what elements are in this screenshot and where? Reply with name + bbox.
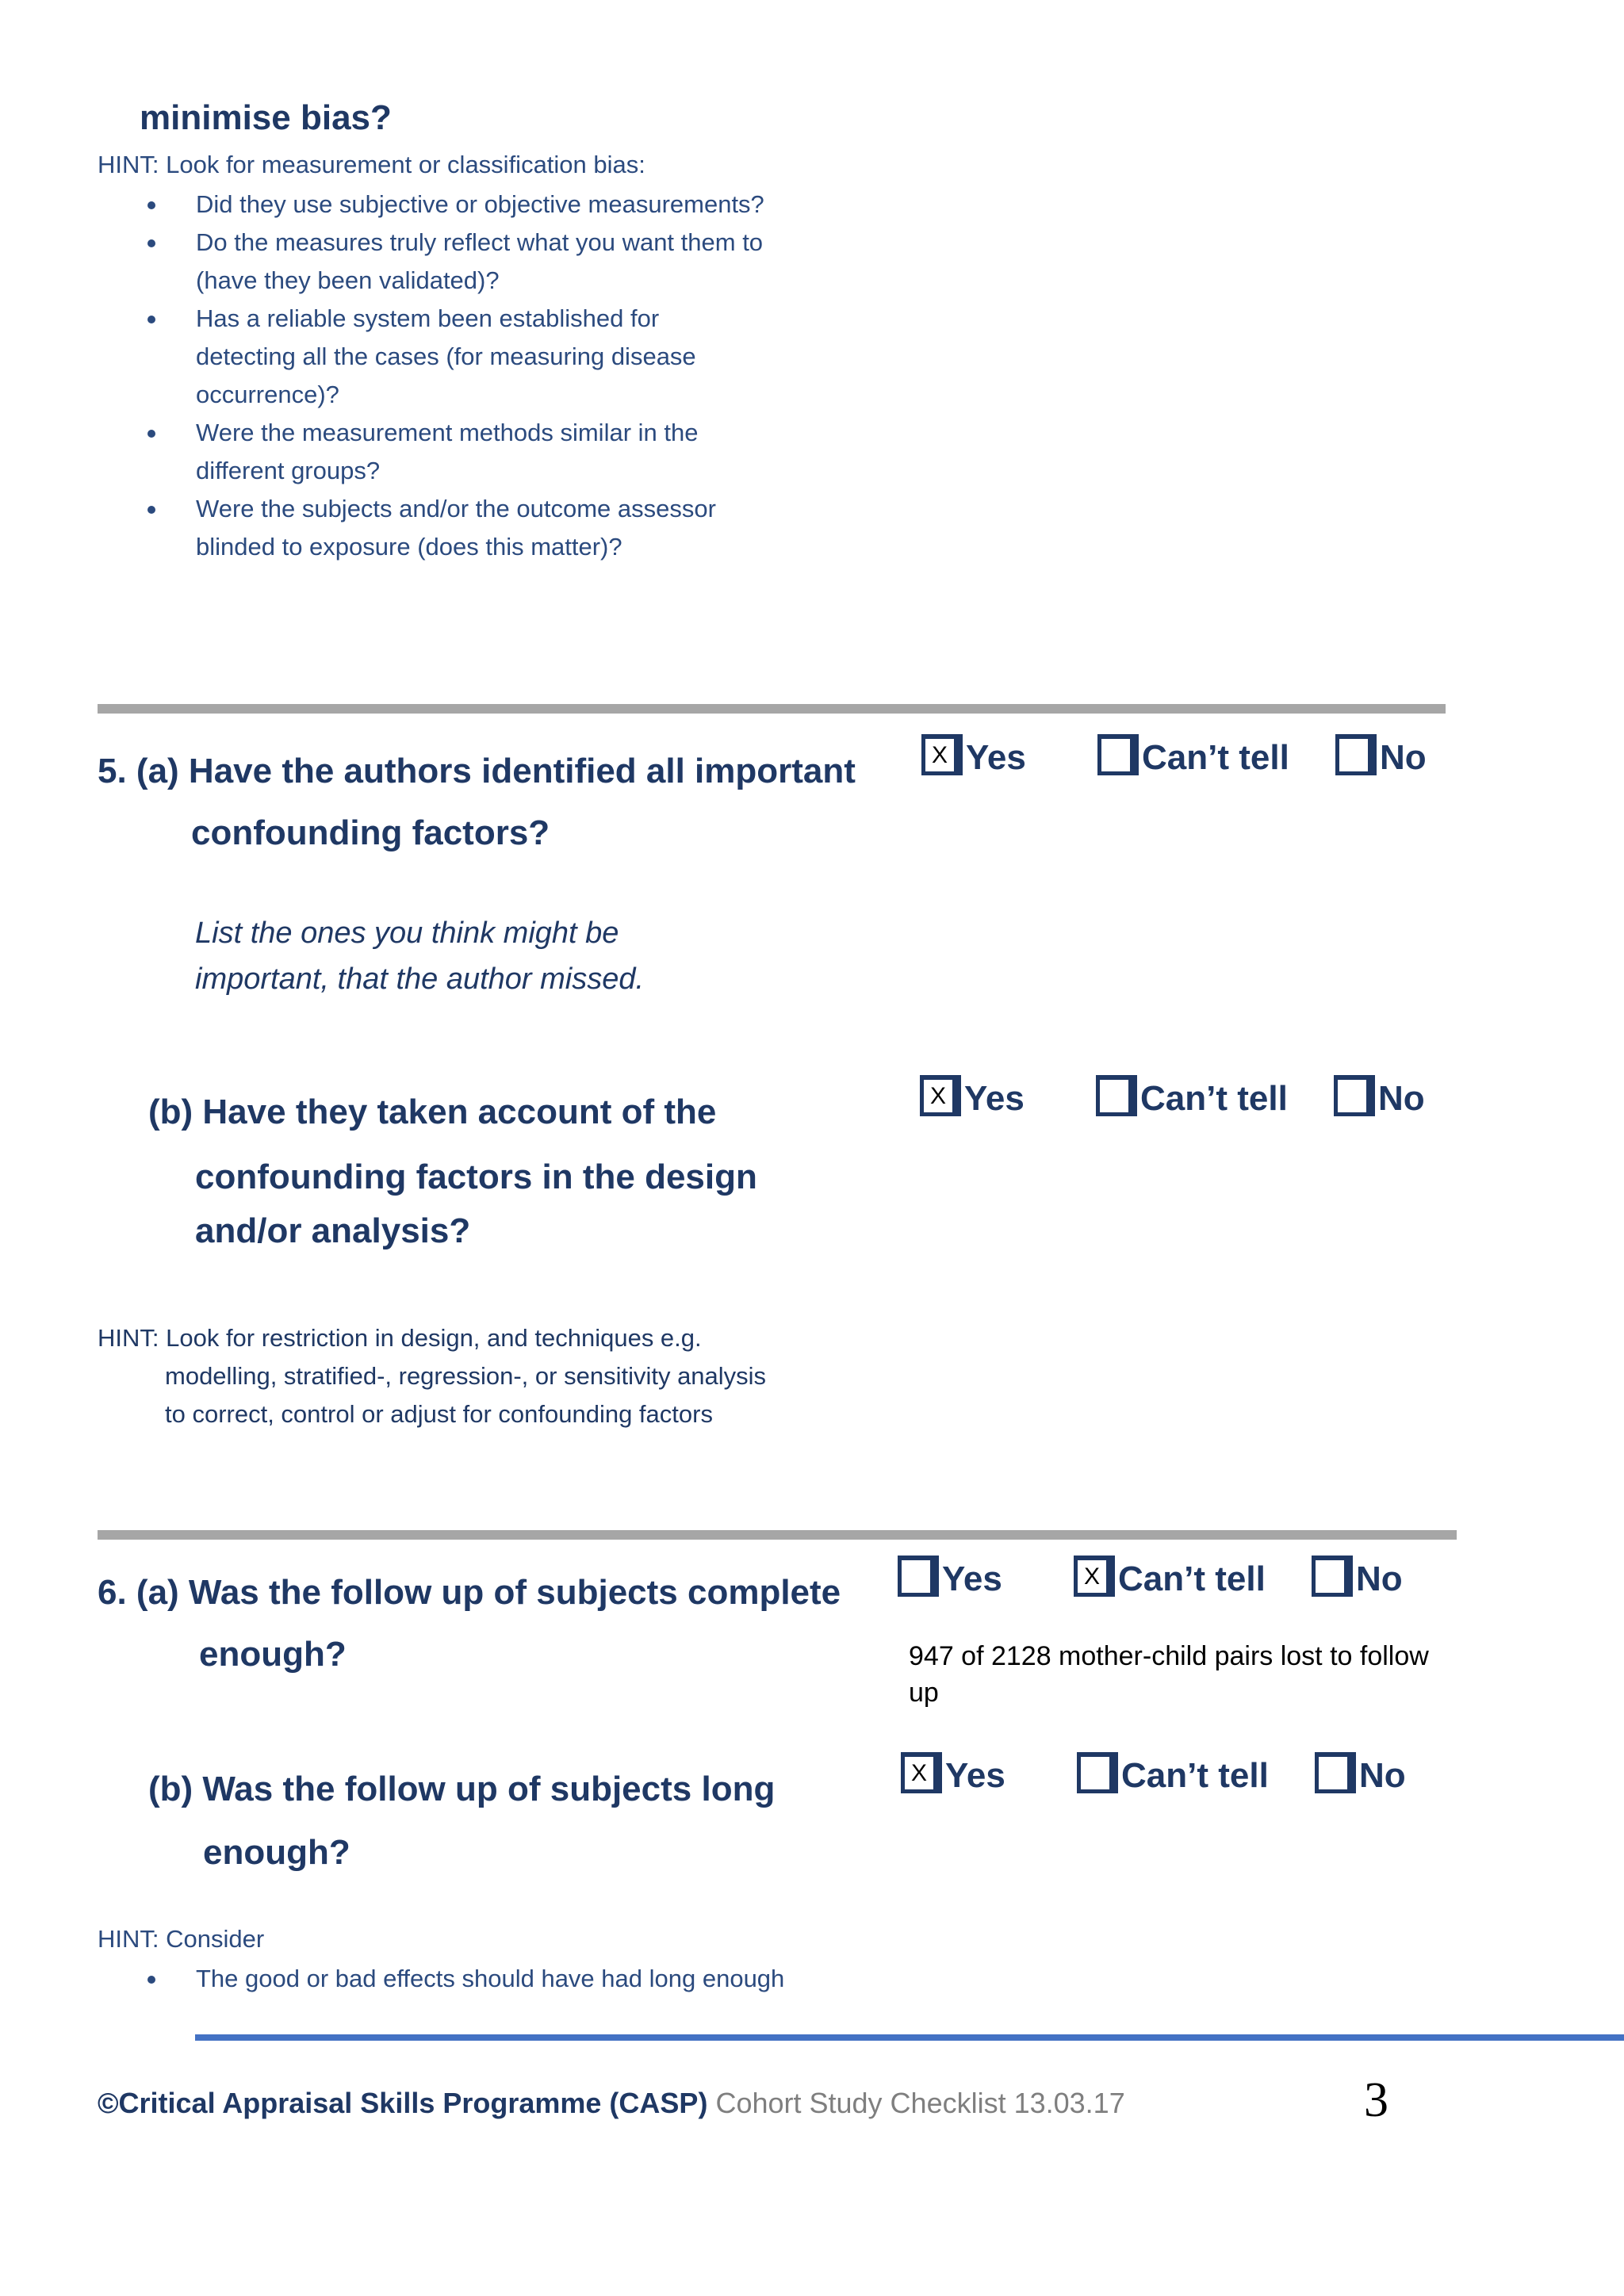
footer-rule [195,2034,1624,2041]
checkbox[interactable]: X [901,1752,942,1793]
q6a-cant-tell-option[interactable] [1074,1556,1266,1597]
q5b-hint-line2: modelling, stratified-, regression-, or sensitivity analysis [165,1362,767,1390]
question-5b-line1: (b) Have they taken account of the [148,1093,717,1131]
question-6b-line2: enough? [203,1833,350,1872]
q6a-note-line2: up [909,1678,939,1708]
q5b-hint-line1: HINT: Look for restriction in design, and techniques e.g. [98,1324,702,1352]
q5b-cant-tell-option[interactable] [1096,1075,1288,1116]
question-5a-line1: 5. (a) Have the authors identified all important [98,752,856,790]
q5b-hint-line3: to correct, control or adjust for confounding factors [165,1400,713,1428]
question-4-title-end: minimise bias? [140,98,392,137]
q5a-instruction-line1: List the ones you think might be [195,916,619,950]
section-divider [98,1530,1457,1540]
q5a-no-option[interactable] [1335,734,1427,775]
checkbox[interactable] [1096,1075,1137,1116]
checkbox[interactable] [1097,734,1139,775]
q5a-cant-tell-option[interactable] [1097,734,1289,775]
option-label-cant-tell: Can’t tell [1142,738,1289,777]
option-label-yes: Yes [966,738,1026,777]
list-item: Has a reliable system been established for [98,300,891,338]
option-label-yes: Yes [945,1756,1005,1795]
option-label-no: No [1356,1559,1403,1598]
q6b-yes-option[interactable] [901,1752,1005,1793]
option-label-no: No [1378,1079,1425,1118]
footer-copyright: ©Critical Appraisal Skills Programme (CASP) [98,2087,708,2119]
checkbox[interactable]: X [920,1075,961,1116]
list-item: Did they use subjective or objective measurements? [98,186,891,224]
question-6a-line1: 6. (a) Was the follow up of subjects complete [98,1573,841,1612]
q5b-yes-option[interactable] [920,1075,1025,1116]
section-divider [98,704,1446,714]
question-5a-line2: confounding factors? [191,813,550,852]
q6a-yes-option[interactable] [898,1556,1002,1597]
checkbox[interactable] [898,1556,939,1597]
q6-hint-bullet-list [98,1960,891,1998]
question-6b-line1: (b) Was the follow up of subjects long [148,1770,776,1808]
q6b-no-option[interactable] [1315,1752,1406,1793]
option-label-cant-tell: Can’t tell [1140,1079,1288,1118]
checkbox[interactable] [1077,1752,1118,1793]
option-label-no: No [1380,738,1427,777]
footer-document-title: Cohort Study Checklist 13.03.17 [707,2087,1125,2119]
checkbox[interactable] [1312,1556,1353,1597]
list-item: The good or bad effects should have had long enough [98,1960,891,1998]
list-item-continuation: blinded to exposure (does this matter)? [196,533,622,561]
q6a-no-option[interactable] [1312,1556,1403,1597]
list-item-continuation: (have they been validated)? [196,266,500,294]
list-item: Were the subjects and/or the outcome assessor [98,490,891,528]
list-item-continuation: detecting all the cases (for measuring disease [196,342,696,370]
checkbox[interactable] [1315,1752,1356,1793]
option-label-cant-tell: Can’t tell [1121,1756,1269,1795]
checkbox[interactable] [1335,734,1377,775]
option-label-yes: Yes [942,1559,1002,1598]
list-item: Were the measurement methods similar in the [98,414,891,452]
footer-text [98,2087,1125,2120]
question-5b-line3: and/or analysis? [195,1211,471,1250]
option-label-no: No [1359,1756,1406,1795]
page-number: 3 [1364,2073,1388,2127]
question-5b-line2: confounding factors in the design [195,1158,757,1196]
option-label-yes: Yes [964,1079,1025,1118]
list-item-continuation: different groups? [196,457,381,484]
q6-hint-intro: HINT: Consider [98,1925,265,1953]
q5a-yes-option[interactable] [921,734,1026,775]
question-6a-line2: enough? [199,1635,347,1674]
q5a-instruction-line2: important, that the author missed. [195,962,645,996]
checkbox[interactable]: X [1074,1556,1115,1597]
q6a-response-note [909,1638,1480,1711]
q6b-cant-tell-option[interactable] [1077,1752,1269,1793]
hint-bullet-list [98,186,891,566]
hint-intro: HINT: Look for measurement or classification bias: [98,151,645,178]
q6a-note-line1: 947 of 2128 mother-child pairs lost to follow [909,1641,1429,1671]
q5b-no-option[interactable] [1334,1075,1425,1116]
checkbox[interactable]: X [921,734,963,775]
list-item: Do the measures truly reflect what you want them to [98,224,891,262]
option-label-cant-tell: Can’t tell [1118,1559,1266,1598]
checkbox[interactable] [1334,1075,1375,1116]
list-item-continuation: occurrence)? [196,381,339,408]
